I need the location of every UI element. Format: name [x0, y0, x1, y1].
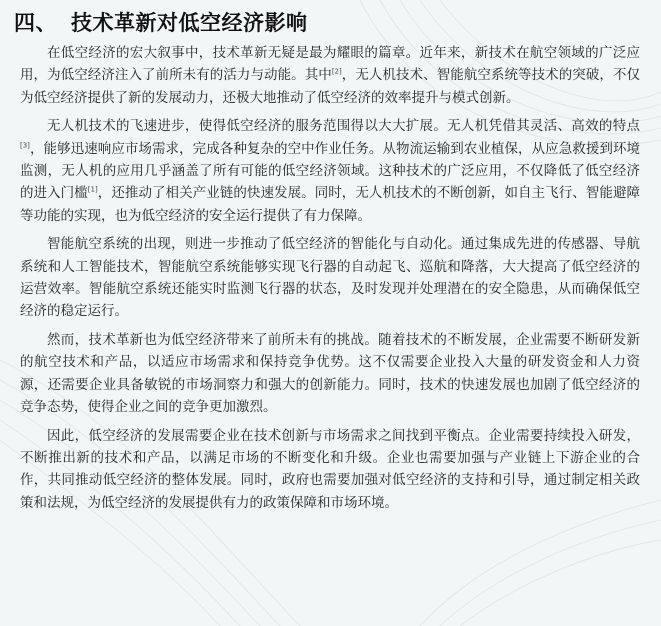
- paragraph: [20, 42, 640, 109]
- paragraph-text: ，还推动了相关产业链的快速发展。同时，无人机技术的不断创新，如自主飞行、智能避障等功能的实现，也为低空经济的安全运行提供了有力保障。: [20, 185, 641, 224]
- paragraph-text: 智能航空系统的出现，则进一步推动了低空经济的智能化与自动化。通过集成先进的传感器、导航系统和人工智能技术，智能航空系统能够实现飞行器的自动起飞、巡航和降落，大大提高了低空经济的运营效率。智能航空系统还能实时监测飞行器的状态，及时发现并处理潜在的安全隐患，从而确保低空经济的稳定运行。: [20, 236, 640, 320]
- section-number: 四、: [14, 11, 57, 35]
- paragraph-text: 无人机技术的飞速进步，使得低空经济的服务范围得以大大扩展。无人机凭借其灵活、高效的特点: [47, 118, 640, 135]
- paragraph: [20, 233, 640, 323]
- section-title: 技术革新对低空经济影响: [71, 11, 308, 35]
- paragraph: [20, 115, 640, 227]
- citation-marker: [2]: [331, 67, 342, 76]
- section-heading: [14, 8, 308, 38]
- paragraph: [20, 425, 640, 515]
- citation-marker: [3]: [20, 141, 30, 150]
- paragraph-text: ，能够迅速响应市场需求，完成各种复杂的空中作业任务。从物流运输到农业植保，从应急救援到环境监测，无人机的应用几乎涵盖了所有可能的低空经济领域。这种技术的广泛应用，不仅降低了低空经济的进入门槛: [20, 140, 640, 202]
- body-text: [20, 42, 640, 520]
- paragraph-text: ，无人机技术、智能航空系统等技术的突破，不仅为低空经济提供了新的发展动力，还极大地推动了低空经济的效率提升与模式创新。: [20, 67, 641, 106]
- paragraph-text: 因此，低空经济的发展需要企业在技术创新与市场需求之间找到平衡点。企业需要持续投入研发，不断推出新的技术和产品，以满足市场的不断变化和升级。企业也需要加强与产业链上下游企业的合作，共同推动低空经济的整体发展。同时，政府也需要加强对低空经济的支持和引导，通过制定相关政策和法规，为低空经济的发展提供有力的政策保障和市场环境。: [20, 427, 640, 511]
- paragraph-text: 然而，技术革新也为低空经济带来了前所未有的挑战。随着技术的不断发展，企业需要不断研发新的航空技术和产品，以适应市场需求和保持竞争优势。这不仅需要企业投入大量的研发资金和人力资源，还需要企业具备敏锐的市场洞察力和强大的创新能力。同时，技术的快速发展也加剧了低空经济的竞争态势，使得企业之间的竞争更加激烈。: [20, 331, 640, 416]
- paragraph: [20, 329, 640, 419]
- citation-marker: [1]: [87, 185, 98, 194]
- paragraph-text: 在低空经济的宏大叙事中，技术革新无疑是最为耀眼的篇章。近年来，新技术在航空领域的广泛应用，为低空经济注入了前所未有的活力与动能。其中: [20, 45, 640, 84]
